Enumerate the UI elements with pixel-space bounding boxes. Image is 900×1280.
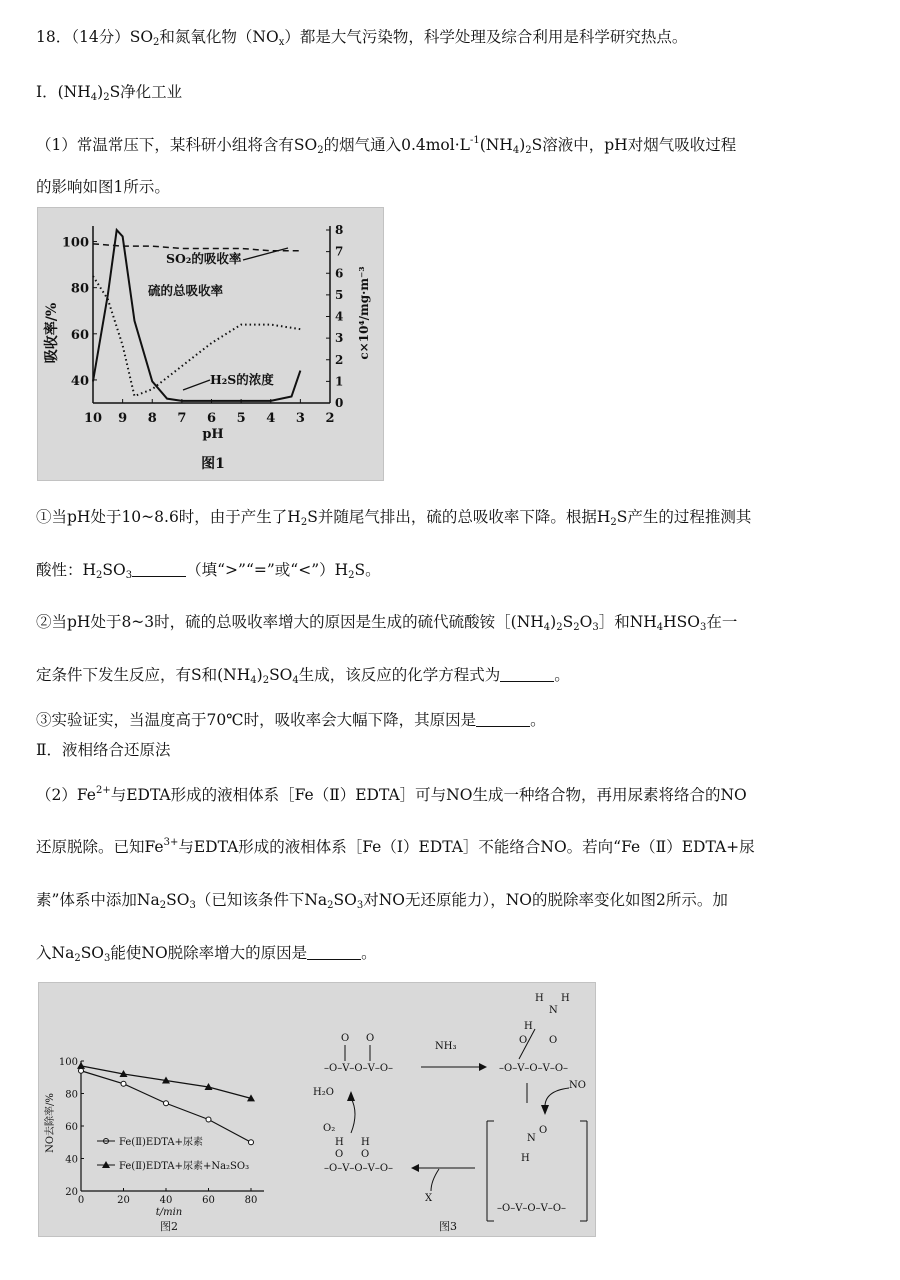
fig3-atom: H xyxy=(361,1137,370,1148)
figure-2-point-urea xyxy=(206,1117,211,1122)
fig3-h2o: H₂O xyxy=(313,1087,334,1098)
figure-1-x-tick-label: 10 xyxy=(83,411,103,426)
figure-1-arrow-h2s xyxy=(183,380,210,390)
fig3-atom: N xyxy=(549,1005,558,1016)
figure-2-x-axis-label: t/min xyxy=(155,1207,183,1218)
sub-question-1-part-2-line-2: 定条件下发生反应，有S和$(NH_4)_2SO_4$生成，该反应的化学方程式为 。 xyxy=(36,666,570,686)
fig3-atom: H xyxy=(335,1137,344,1148)
fig3-chain-3: –O–V–O–V–O– xyxy=(497,1203,567,1214)
figure-1-right-tick-label: 3 xyxy=(335,331,344,346)
figure-1-right-tick-label: 0 xyxy=(335,396,344,410)
fig3-chain-1: –O–V–O–V–O– xyxy=(324,1063,394,1074)
figure-2-legend-1: Fe(Ⅱ)EDTA+尿素 xyxy=(119,1137,203,1148)
figure-1-right-tick-label: 5 xyxy=(335,287,344,302)
fig3-atom: O xyxy=(361,1149,370,1160)
figure-1-right-axis-label: c×10⁴/mg·m⁻³ xyxy=(357,266,371,360)
figure-2-point-urea xyxy=(164,1101,169,1106)
answer-blank[interactable] xyxy=(132,562,186,577)
figure-1-right-tick-label: 8 xyxy=(335,223,344,237)
figures-2-3 xyxy=(38,982,596,1237)
fig3-atom: H xyxy=(524,1021,533,1032)
figure-1-right-tick-label: 1 xyxy=(335,374,344,389)
figure-1-left-tick-label: 80 xyxy=(70,281,89,297)
figure-1-right-tick-label: 7 xyxy=(335,244,344,259)
sub-question-2-line-4: 入$Na_2SO_3$能使NO脱除率增大的原因是 。 xyxy=(36,944,377,964)
fig3-atom: O xyxy=(366,1033,375,1044)
figure-2-x-tick-label: 0 xyxy=(77,1195,85,1206)
figure-1 xyxy=(37,207,384,481)
figure-2-y-tick-label: 100 xyxy=(58,1057,78,1068)
figure-1-x-tick-label: 4 xyxy=(266,411,276,426)
figure-1-x-tick-label: 8 xyxy=(147,411,157,426)
fig3-atom: H xyxy=(521,1153,530,1164)
fig3-atom: N xyxy=(527,1133,536,1144)
figure-2-y-axis-label: NO去除率/% xyxy=(45,1093,56,1153)
fig3-atom: O xyxy=(335,1149,344,1160)
sub-question-2-line-3: 素”体系中添加$Na_2SO_3$（已知该条件下$Na_2SO_3$对NO无还原能力），NO的脱除率变化如图2所示。加 xyxy=(36,891,728,911)
fig3-x: X xyxy=(425,1193,433,1204)
figure-1-x-tick-label: 3 xyxy=(295,411,305,426)
sub-question-1-line-1: （1）常温常压下，某科研小组将含有$SO_2$的烟气通入$0.4mol\cdot L^{-1}(NH_4)_2S$溶液中，pH对烟气吸收过程 xyxy=(36,135,737,156)
figure-2-y-tick-label: 60 xyxy=(65,1122,78,1133)
sub-question-1-part-1-line-1: ①当pH处于10~8.6时，由于产生了$H_2S$并随尾气排出，硫的总吸收率下降。根据$H_2S$产生的过程推测其 xyxy=(36,508,752,528)
fig3-atom: H xyxy=(561,993,570,1004)
figure-2-point-na2so3 xyxy=(77,1062,85,1069)
figure-1-left-tick-label: 60 xyxy=(70,327,89,343)
answer-blank[interactable] xyxy=(500,667,554,682)
figure-1-left-axis-label: 吸收率/% xyxy=(44,302,60,364)
figure-1-label-h2s: H₂S的浓度 xyxy=(210,372,274,387)
figure-1-x-tick-label: 7 xyxy=(177,411,187,426)
fig3-nh3: NH₃ xyxy=(435,1041,457,1052)
figure-1-label-so2: SO₂的吸收率 xyxy=(166,251,242,266)
figure-2-legend-2: Fe(Ⅱ)EDTA+尿素+Na₂SO₃ xyxy=(119,1161,250,1172)
figure-2-x-tick-label: 60 xyxy=(202,1195,215,1206)
figure-1-x-tick-label: 5 xyxy=(236,411,246,426)
figure-1-chart xyxy=(38,208,383,480)
figure-3-caption: 图3 xyxy=(439,1220,457,1233)
figure-2-x-tick-label: 40 xyxy=(159,1195,173,1206)
fig3-atom: O xyxy=(519,1035,528,1046)
figure-2-caption: 图2 xyxy=(160,1220,178,1233)
fig3-atom: O xyxy=(539,1125,548,1136)
figure-1-caption: 图1 xyxy=(201,456,225,472)
fig3-no: NO xyxy=(569,1080,586,1091)
fig3-chain-4: –O–V–O–V–O– xyxy=(324,1163,394,1174)
fig3-atom: O xyxy=(341,1033,350,1044)
sub-question-2-line-2: 还原脱除。已知$Fe^{3+}$与EDTA形成的液相体系［Fe（Ⅰ）EDTA］不能络合NO。若向“Fe（Ⅱ）EDTA+尿 xyxy=(36,837,755,856)
figure-2-x-tick-label: 80 xyxy=(244,1195,258,1206)
figure-1-label-total: 硫的总吸收率 xyxy=(148,283,224,298)
fig3-atom: O xyxy=(549,1035,558,1046)
part-1-heading: Ⅰ．$(NH_4)_2S$净化工业 xyxy=(36,83,183,103)
sub-question-1-line-2: 的影响如图1所示。 xyxy=(36,178,170,196)
figure-2-point-urea xyxy=(79,1068,84,1073)
figure-3-mechanism xyxy=(313,993,587,1233)
figure-2-point-urea xyxy=(249,1140,254,1145)
answer-blank[interactable] xyxy=(307,945,361,960)
figure-1-right-tick-label: 6 xyxy=(335,266,344,281)
figure-1-x-tick-label: 2 xyxy=(325,411,335,426)
sub-question-1-part-2-line-1: ②当pH处于8~3时，硫的总吸收率增大的原因是生成的硫代硫酸铵$[(NH_4)_2S_2O_3]$和$NH_4HSO_3$在一 xyxy=(36,613,738,633)
figure-2-point-urea xyxy=(121,1081,126,1086)
figure-2-chart xyxy=(39,983,595,1236)
figure-1-right-tick-label: 4 xyxy=(335,309,344,324)
sub-question-1-part-3: ③实验证实，当温度高于70℃时，吸收率会大幅下降，其原因是 。 xyxy=(36,711,546,729)
fig3-o2: O₂ xyxy=(323,1123,336,1134)
figure-1-right-tick-label: 2 xyxy=(335,352,344,367)
figure-2-y-tick-label: 40 xyxy=(65,1154,78,1166)
answer-blank[interactable] xyxy=(476,712,530,727)
figure-1-left-tick-label: 40 xyxy=(70,373,89,389)
sub-question-2-line-1: $(2)Fe^{2+}$与EDTA形成的液相体系［Fe（Ⅱ）EDTA］可与NO生成一种络合物，再用尿素将络合的NO xyxy=(36,785,747,804)
figure-2-x-tick-label: 20 xyxy=(117,1195,130,1206)
fig3-chain-2: –O–V–O–V–O– xyxy=(499,1063,569,1074)
sub-question-1-part-1-line-2: 酸性：$H_2SO_3$ （填“>”“=”或“$<”)H_2S$。 xyxy=(36,561,381,581)
figure-1-x-tick-label: 6 xyxy=(206,411,217,426)
figure-1-x-tick-label: 9 xyxy=(118,411,128,426)
figure-2-y-tick-label: 80 xyxy=(65,1089,78,1101)
question-intro: 18．（14分）$SO_2$和氮氧化物$(NO_x)$都是大气污染物，科学处理及综合利用是科学研究热点。 xyxy=(36,28,688,48)
figure-1-x-axis-label: pH xyxy=(202,427,224,442)
fig3-atom: H xyxy=(535,993,544,1004)
figure-2-y-tick-label: 20 xyxy=(65,1187,78,1198)
part-2-heading: Ⅱ．液相络合还原法 xyxy=(36,741,171,759)
figure-1-left-tick-label: 100 xyxy=(61,235,89,251)
